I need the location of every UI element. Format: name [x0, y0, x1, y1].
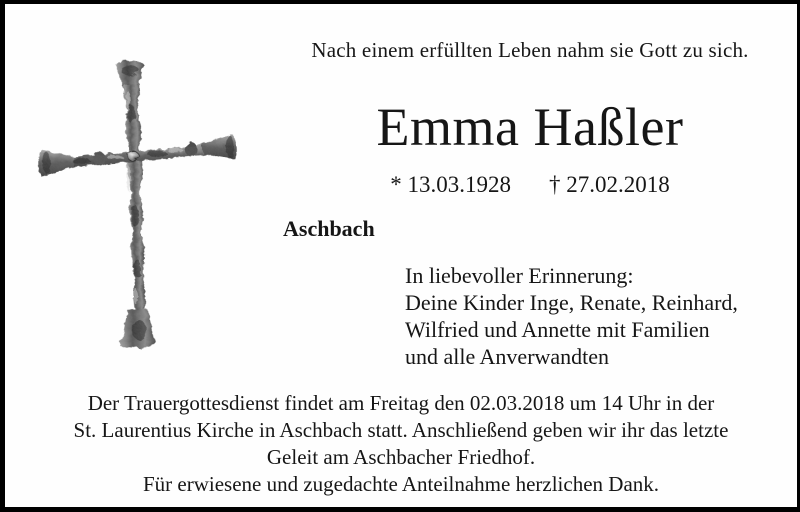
memorial-block	[405, 262, 738, 370]
death-date: † 27.02.2018	[549, 172, 670, 197]
memorial-line: und alle Anverwandten	[405, 344, 610, 369]
memorial-line: Wilfried und Annette mit Familien	[405, 317, 710, 342]
wrought-iron-cross-icon	[36, 56, 242, 352]
service-line: St. Laurentius Kirche in Aschbach statt. Anschließend geben wir ihr das letzte	[73, 418, 729, 442]
opening-line: Nach einem erfüllten Leben nahm sie Gott zu sich.	[311, 38, 749, 62]
service-block	[5, 390, 797, 498]
birth-date: * 13.03.1928	[390, 172, 511, 197]
memorial-line: Deine Kinder Inge, Renate, Reinhard,	[405, 290, 738, 315]
service-line: Der Trauergottesdienst findet am Freitag den 02.03.2018 um 14 Uhr in der	[87, 391, 715, 415]
memorial-line: In liebevoller Erinnerung:	[405, 263, 634, 288]
service-line: Geleit am Aschbacher Friedhof.	[266, 445, 536, 469]
service-line: Für erwiesene und zugedachte Anteilnahme herzlichen Dank.	[142, 472, 660, 496]
deceased-name: Emma Haßler	[376, 97, 684, 157]
life-dates	[283, 171, 777, 199]
place-name: Aschbach	[283, 216, 375, 241]
